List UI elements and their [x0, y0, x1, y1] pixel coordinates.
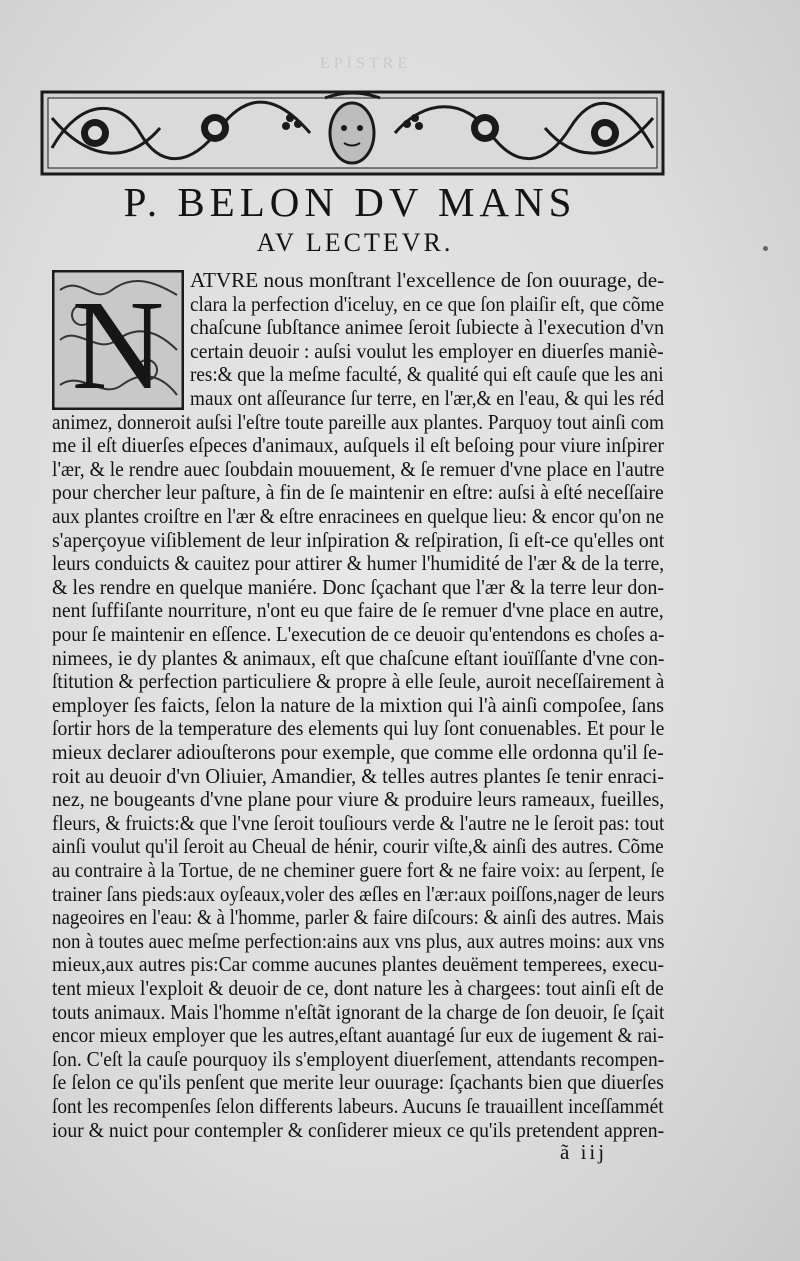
svg-text:N: N	[71, 274, 165, 410]
text-line: encor mieux employer que les autres,eſtant auantagé ſur eux de iugement & rai-	[52, 1025, 664, 1048]
decorated-drop-cap	[52, 270, 184, 410]
text-line: s'aperçoyue viſiblement de leur inſpiration & reſpiration, ſi eſt-ce qu'elles ont	[52, 529, 665, 552]
text-line: res:& que la meſme faculté, & qualité qui eſt cauſe que les ani	[190, 364, 664, 387]
text-line: ATVRE nous monſtrant l'excellence de ſon ouurage, de-	[190, 270, 665, 292]
text-line: au contraire à la Tortue, de ne cheminer guere fort & ne faire voix: au ſerpent, ſe	[52, 860, 665, 882]
text-line: nent ſuffiſante nourriture, n'ont eu que faire de ſe remuer d'vne place en autre,	[52, 600, 664, 623]
text-line: mieux declarer adiouſterons pour exemple, que comme elle ordonna qu'il ſe-	[52, 742, 664, 764]
text-line: chaſcune ſubſtance animee ſeroit ſubiecte à l'execution d'vn	[190, 317, 665, 340]
text-line: me il eſt diuerſes eſpeces d'animaux, auſquels il eſt beſoing pour viure inſpirer	[52, 435, 664, 458]
text-line: aux plantes croiſtre en l'ær & eſtre enracinees en quelque lieu: & encor qu'on ne	[52, 506, 664, 528]
text-line: ſe ſelon ce qu'ils penſent que merite leur ouurage: ſçachants bien que diuerſes	[52, 1072, 664, 1095]
text-line: trainer ſans pieds:aux oyſeaux,voler des æſles en l'ær:aux poiſſons,nager de leurs	[52, 883, 665, 906]
text-line: & les rendre en quelque maniére. Donc ſçachant que l'ær & la terre leur don-	[52, 576, 664, 599]
text-line: nez, ne bougeants d'vne plane pour viure & produire leurs rameaux, fueilles,	[52, 789, 665, 812]
text-line: leurs conduicts & cauitez pour attirer & humer l'humidité de l'ær & de la terre,	[52, 553, 665, 576]
text-line: pour ſe maintenir en eſſence. L'execution de ce deuoir qu'entendons es choſes a-	[52, 624, 665, 646]
text-line: ſortir hors de la temperature des elements qui luy ſont conuenables. Et pour le	[52, 718, 665, 741]
text-line: nageoires en l'eau: & à l'homme, parler & faire diſcours: & ainſi des autres. Mais	[52, 907, 665, 930]
text-line: l'ær, & le rendre auec ſoubdain mouuement, & ſe remuer d'vne place en l'autre	[52, 458, 665, 481]
text-line: maux ont aſſeurance ſur terre, en l'ær,& en l'eau, & qui les réd	[190, 388, 665, 410]
text-line: iour & nuict pour contempler & conſiderer mieux ce qu'ils pretendent appren-	[52, 1119, 665, 1142]
text-line: non à toutes auec meſme perfection:ains aux vns plus, aux autres moins: aux vns	[52, 930, 665, 953]
text-line: ainſi voulut qu'il ſeroit au Cheual de hénir, courir viſte,& ainſi des autres. Cõme	[52, 836, 664, 859]
text-line: touts animaux. Mais l'homme n'eſtãt ignorant de la charge de ſon deuoir, ſe ſçait	[52, 1001, 665, 1024]
text-line: tent mieux l'exploit & deuoir de ce, dont nature les à chargees: tout ainſi eſt de	[52, 978, 664, 1000]
text-line: employer ſes faicts, ſelon la nature de la mixtion qui l'à ainſi compoſee, ſans	[52, 694, 665, 717]
bleed-through-text: EPISTRE	[320, 55, 412, 72]
ornamental-header-band	[40, 88, 665, 178]
signature-mark: ã iij	[560, 1140, 608, 1164]
text-line: ſont les recompenſes ſelon differents labeurs. Aucuns ſe trauaillent inceſſammét	[52, 1096, 664, 1118]
text-line: certain deuoir : auſsi voulut les employer en diuerſes maniè-	[190, 340, 664, 363]
text-line: animez, donneroit auſsi l'eſtre toute pareille aux plantes. Parquoy tout ainſi com	[52, 411, 664, 434]
text-line: ſtitution & perfection particuliere & propre à elle ſeule, auroit neceſſairement à	[52, 671, 665, 694]
text-line: ſon. C'eſt la cauſe pourquoy ils s'employent diuerſement, attendants recompen-	[52, 1048, 665, 1071]
text-line: pour chercher leur paſture, à fin de ſe maintenir en eſtre: auſsi à eſté neceſſaire	[52, 482, 664, 505]
text-line: mieux,aux autres pis:Car comme aucunes plantes deuëment temperees, execu-	[52, 954, 665, 977]
text-line: fleurs, & fruicts:& que l'vne ſeroit touſiours verde & l'autre ne le ſeroit pas: tout	[52, 812, 665, 835]
page-subtitle: AV LECTEVR.	[256, 228, 454, 257]
page-title: P. BELON DV MANS	[123, 179, 577, 225]
text-line: clara la perfection d'iceluy, en ce que ſon plaiſir eſt, que cõme	[190, 293, 665, 316]
text-line: roit au deuoir d'vn Oliuier, Amandier, & telles autres plantes ſe tenir enraci-	[52, 765, 664, 788]
text-line: nimees, ie dy plantes & animaux, eſt que chaſcune eſtant iouïſſante d'vne con-	[52, 647, 665, 670]
